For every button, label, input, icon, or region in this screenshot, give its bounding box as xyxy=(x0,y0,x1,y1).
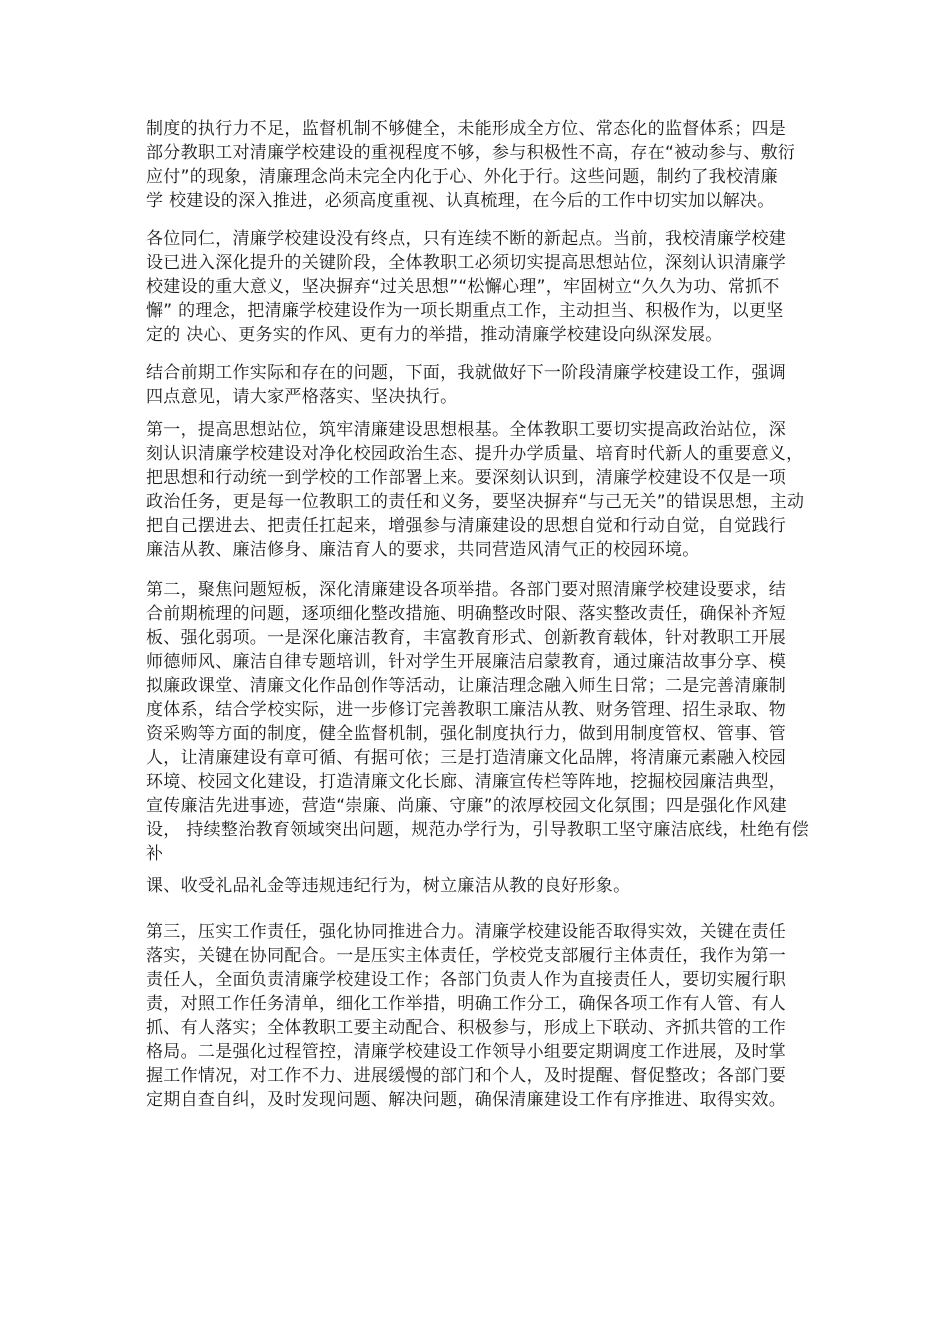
text-line: 设已进入深化提升的关键阶段，全体教职工必须切实提高思想站位，深刻认识清廉学 xyxy=(146,253,787,273)
paragraph-point-one xyxy=(146,418,826,562)
text-line: 补 xyxy=(146,844,164,864)
text-line: 制度的执行力不足，监督机制不够健全，未能形成全方位、常态化的监督体系；四是 xyxy=(146,119,787,139)
text-line: 懈” 的理念，把清廉学校建设作为一项长期重点工作，主动担当、积极作为，以更坚 xyxy=(146,301,784,321)
text-line: 人，让清廉建设有章可循、有据可依；三是打造清廉文化品牌，将清廉元素融入校园 xyxy=(146,748,787,768)
text-line: 抓、有人落实；全体教职工要主动配合、积极参与，形成上下联动、齐抓共管的工作 xyxy=(146,1018,787,1038)
text-line: 各位同仁，清廉学校建设没有终点，只有连续不断的新起点。当前，我校清廉学校建 xyxy=(146,229,787,249)
text-line: 把自己摆进去、把责任扛起来，增强参与清廉建设的思想自觉和行动自觉，自觉践行 xyxy=(146,516,787,536)
text-line: 度体系，结合学校实际，进一步修订完善教职工廉洁从教、财务管理、招生录取、物 xyxy=(146,700,787,720)
text-line: 刻认识清廉学校建设对净化校园政治生态、提升办学质量、培育时代新人的重要意义， xyxy=(146,444,804,464)
text-line: 责任人，全面负责清廉学校建设工作；各部门负责人作为直接责任人，要切实履行职 xyxy=(146,970,787,990)
text-line: 四点意见，请大家严格落实、坚决执行。 xyxy=(146,387,458,407)
text-line: 第一，提高思想站位，筑牢清廉建设思想根基。全体教职工要切实提高政治站位，深 xyxy=(146,420,787,440)
text-line: 第三，压实工作责任，强化协同推进合力。清廉学校建设能否取得实效，关键在责任 xyxy=(146,922,787,942)
text-line: 格局。二是强化过程管控，清廉学校建设工作领导小组要定期调度工作进展，及时掌 xyxy=(146,1042,787,1062)
text-line: 定期自查自纠，及时发现问题、解决问题，确保清廉建设工作有序推进、取得实效。 xyxy=(146,1090,787,1110)
text-line: 把思想和行动统一到学校的工作部署上来。要深刻认识到，清廉学校建设不仅是一项 xyxy=(146,468,787,488)
text-line: 第二，聚焦问题短板，深化清廉建设各项举措。各部门要对照清廉学校建设要求，结 xyxy=(146,580,787,600)
text-line: 定的 决心、更务实的作风、更有力的举措，推动清廉学校建设向纵深发展。 xyxy=(146,325,723,345)
paragraph-problems xyxy=(146,117,826,213)
text-line: 资采购等方面的制度，健全监督机制，强化制度执行力，做到用制度管权、管事、管 xyxy=(146,724,787,744)
paragraph-point-two xyxy=(146,578,826,898)
text-line: 部分教职工对清廉学校建设的重视程度不够，参与积极性不高，存在“被动参与、敷衍 xyxy=(146,143,796,163)
paragraph-point-three xyxy=(146,920,826,1112)
text-line: 校建设的重大意义，坚决摒弃“过关思想”“松懈心理”，牢固树立“久久为功、常抓不 xyxy=(146,277,780,297)
text-line: 宣传廉洁先进事迹，营造“崇廉、尚廉、守廉”的浓厚校园文化氛围；四是强化作风建 xyxy=(146,796,788,816)
paragraph-colleagues xyxy=(146,227,826,347)
text-line: 落实，关键在协同配合。一是压实主体责任，学校党支部履行主体责任，我作为第一 xyxy=(146,946,787,966)
text-line: 师德师风、廉洁自律专题培训，针对学生开展廉洁启蒙教育，通过廉洁故事分享、模 xyxy=(146,652,787,672)
text-line: 板、强化弱项。一是深化廉洁教育，丰富教育形式、创新教育载体，针对教职工开展 xyxy=(146,628,787,648)
text-line: 设， 持续整治教育领域突出问题，规范办学行为，引导教职工坚守廉洁底线，杜绝有偿 xyxy=(146,820,810,840)
text-line: 应付”的现象，清廉理念尚未完全内化于心、外化于行。这些问题，制约了我校清廉 xyxy=(146,167,778,187)
text-line: 环境、校园文化建设，打造清廉文化长廊、清廉宣传栏等阵地，挖掘校园廉洁典型， xyxy=(146,772,787,792)
text-line: 廉洁从教、廉洁修身、廉洁育人的要求，共同营造风清气正的校园环境。 xyxy=(146,540,700,560)
text-line: 拟廉政课堂、清廉文化作品创作等活动，让廉洁理念融入师生日常；二是完善清廉制 xyxy=(146,676,787,696)
text-line: 课、收受礼品礼金等违规违纪行为，树立廉洁从教的良好形象。 xyxy=(146,876,631,896)
text-line: 学 校建设的深入推进，必须高度重视、认真梳理，在今后的工作中切实加以解决。 xyxy=(146,191,775,211)
paragraph-intro-points xyxy=(146,361,826,409)
text-line: 政治任务，更是每一位教职工的责任和义务，要坚决摒弃“与己无关”的错误思想，主动 xyxy=(146,492,805,512)
text-line: 责，对照工作任务清单，细化工作举措，明确工作分工，确保各项工作有人管、有人 xyxy=(146,994,787,1014)
text-line: 握工作情况，对工作不力、进展缓慢的部门和个人，及时提醒、督促整改；各部门要 xyxy=(146,1066,787,1086)
text-line: 合前期梳理的问题，逐项细化整改措施、明确整改时限、落实整改责任，确保补齐短 xyxy=(146,604,787,624)
text-line: 结合前期工作实际和存在的问题，下面，我就做好下一阶段清廉学校建设工作，强调 xyxy=(146,363,787,383)
